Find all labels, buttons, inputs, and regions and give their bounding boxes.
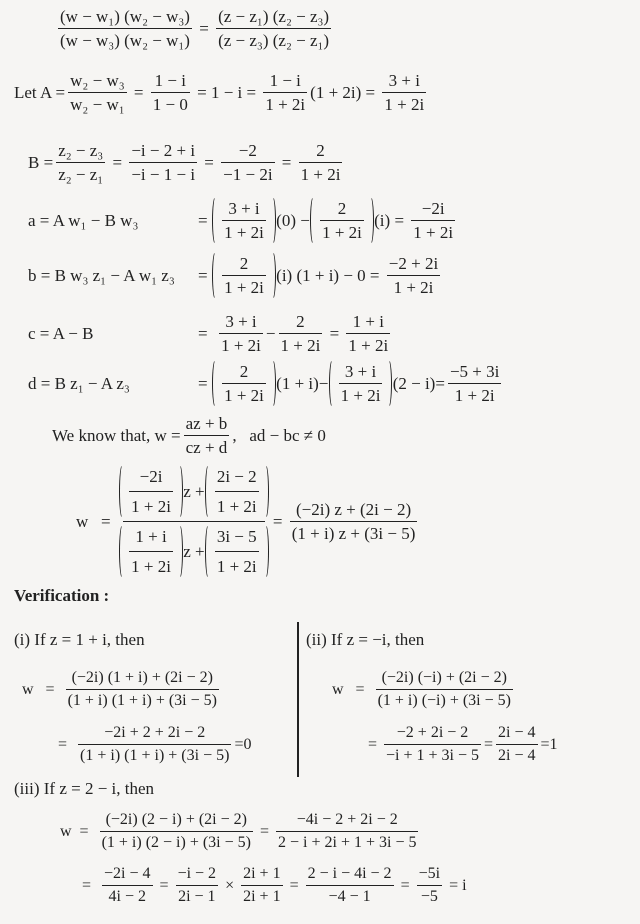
a-coefficient-line: a = A w₁ − B w₃ = $\frac{3 + i}{1 + 2i}$ (0) − $\frac{2}{1 + 2i}$ (i) = $\frac{-2i}{1 + 2i}$ (28, 199, 454, 242)
case-1-title: (i) If z = 1 + i, then (14, 630, 145, 649)
case-3-step2: = $\frac{-2i - 4}{4i - 2}$ = $\frac{-i - 2}{2i - 1}$ × $\frac{2i + 1}{2i + 1}$ = $\frac{2 - i - 4i - 2}{-4 - 1}$ = $\frac{-5i}{-5}$ = i (82, 865, 467, 905)
let-a-line: Let A = $\frac{\text{w₂ − w₃}}{\text{w₂ − w₁}}$ = $\frac{1 - i}{1 - 0}$ = 1 − i = $\frac{1 - i}{1 + 2i}$ (1 + 2i) = $\frac{3 + i}{1 + 2i}$ (14, 71, 425, 114)
case-2-title: (ii) If z = −i, then (306, 630, 425, 649)
verification-heading: Verification : (14, 586, 110, 605)
mobius-formula-line: We know that, w = $\frac{az + b}{cz + d}$ , ad − bc ≠ 0 (52, 414, 326, 457)
column-divider (297, 622, 299, 777)
b-coefficient-line: b = B w₃ z₁ − A w₁ z₃ = $\frac{2}{1 + 2i}$ (i) (1 + i) − 0 = $\frac{-2 + 2i}{1 + 2i}$ (28, 254, 439, 297)
case-2-step2: = $\frac{-2 + 2i - 2}{-i + 1 + 3i - 5}$ = $\frac{2i - 4}{2i - 4}$ =1 (368, 724, 558, 764)
w-compound-fraction: w = $\frac{-2i}{1 + 2i}$ z + $\frac{2i - 2}{1 + 2i}$ $\frac{1 + i}{1 + 2i}$ z + $\frac{3i - 5}{1 + 2i}$ = $\frac{(-2i) z + (2i - 2)}{(1 + i) z + (3i - 5)}$ (76, 467, 416, 576)
c-coefficient-line: c = A − B = $\frac{3 + i}{1 + 2i}$ − $\frac{2}{1 + 2i}$ = $\frac{1 + i}{1 + 2i}$ (28, 312, 389, 355)
case-1-step2: = $\frac{-2i + 2 + 2i - 2}{(1 + i) (1 + i) + (3i - 5)}$ =0 (58, 724, 252, 764)
case-2-step1: w = $\frac{(-2i) (-i) + (2i - 2)}{(1 + i) (-i) + (3i - 5)}$ (332, 669, 511, 709)
b-definition-line: B = $\frac{\text{z₂ − z₃}}{\text{z₂ − z₁}}$ = $\frac{-i - 2 + i}{-i - 1 - i}$ = $\frac{-2}{-1 - 2i}$ = $\frac{2}{1 + 2i}$ (28, 141, 341, 184)
case-3-step1: w = $\frac{(-2i) (2 - i) + (2i - 2)}{(1 + i) (2 - i) + (3i - 5)}$ = $\frac{-4i - 2 + 2i - 2}{2 - i + 2i + 1 + 3i - 5}$ (60, 811, 417, 851)
case-1-step1: w = $\frac{(-2i) (1 + i) + (2i - 2)}{(1 + i) (1 + i) + (3i - 5)}$ (22, 669, 217, 709)
d-coefficient-line: d = B z₁ − A z₃ = $\frac{2}{1 + 2i}$ (1 + i)− $\frac{3 + i}{1 + 2i}$ (2 − i) = $\frac{-5 + 3i}{1 + 2i}$ (28, 362, 500, 405)
cross-ratio-equation: $\frac{\text{(w − w₁) (w₂ − w₃)}}{\text{(w − w₃) (w₂ − w₁)}}$ = $\frac{\text{(z − z₁) (z₂ − z₃)}}{\text{(z − z₃) (z₂ − z₁)}}$ (60, 7, 330, 50)
case-3-title: (iii) If z = 2 − i, then (14, 779, 155, 798)
